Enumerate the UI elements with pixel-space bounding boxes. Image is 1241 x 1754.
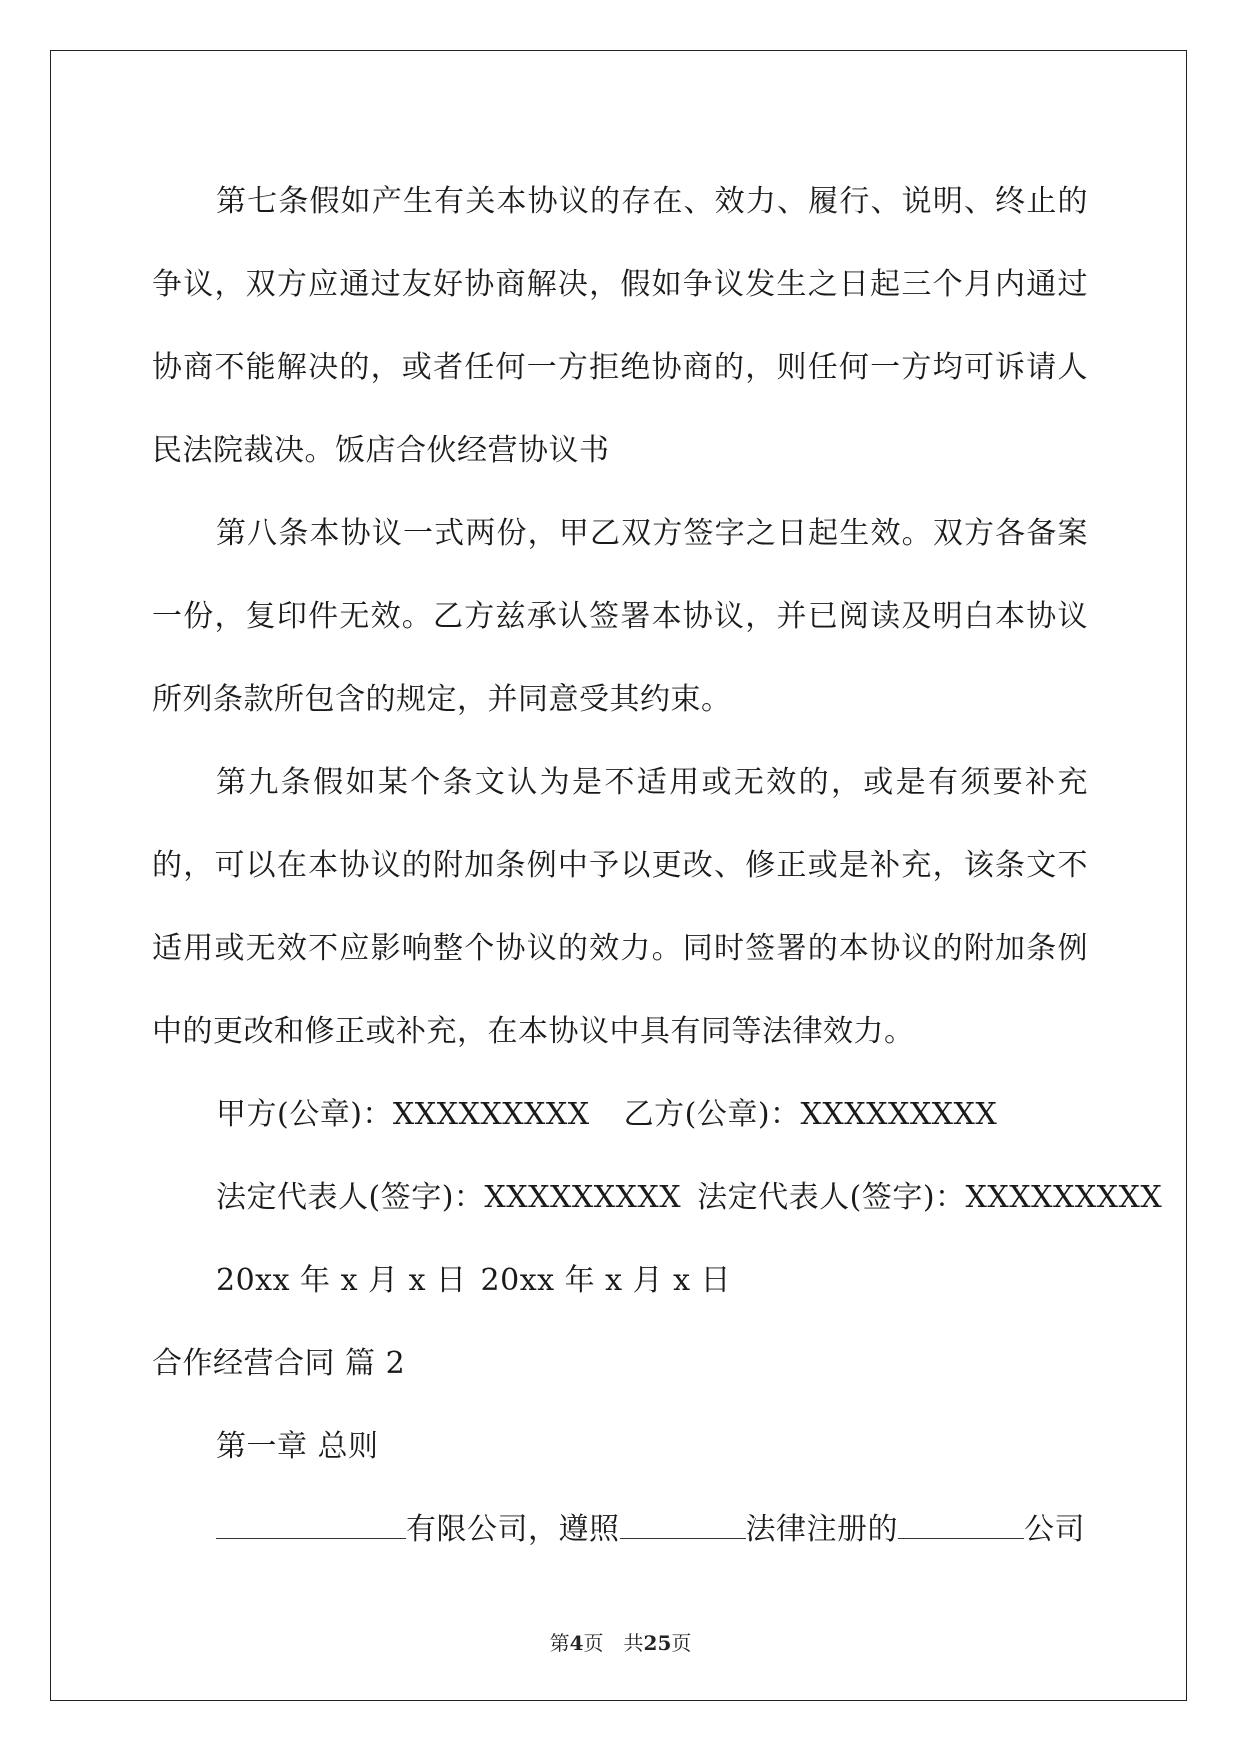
page-footer <box>0 1627 1241 1656</box>
footer-page-prefix: 第 <box>549 1631 570 1655</box>
footer-total-pages: 25 <box>643 1631 672 1655</box>
date-line <box>152 1239 1088 1322</box>
clause-part-2: 法律注册的 <box>745 1512 898 1547</box>
blank-company-type <box>898 1512 1024 1539</box>
blank-company-name <box>216 1512 406 1539</box>
document-body <box>152 160 1163 1571</box>
date-b: 20xx 年 x 月 x 日 <box>480 1263 732 1298</box>
legal-rep-b: 法定代表人(签字)：XXXXXXXXX <box>697 1180 1163 1215</box>
article-8-paragraph: 第八条本协议一式两份，甲乙双方签字之日起生效。双方各备案一份，复印件无效。乙方兹承认签署本协议，并已阅读及明白本协议所列条款所包含的规定，并同意受其约束。 <box>152 516 1088 717</box>
chapter-title: 第一章 总则 <box>216 1429 379 1464</box>
party-a-seal: 甲方(公章)：XXXXXXXXX <box>216 1097 590 1132</box>
date-a: 20xx 年 x 月 x 日 <box>216 1263 467 1298</box>
legal-rep-a: 法定代表人(签字)：XXXXXXXXX <box>216 1180 682 1215</box>
party-b-seal: 乙方(公章)：XXXXXXXXX <box>623 1097 998 1132</box>
article-9-paragraph: 第九条假如某个条文认为是不适用或无效的，或是有须要补充的，可以在本协议的附加条例中予以更改、修正或是补充，该条文不适用或无效不应影响整个协议的效力。同时签署的本协议的附加条例中的更改和修正或补充，在本协议中具有同等法律效力。 <box>152 765 1088 1049</box>
footer-page-number: 4 <box>569 1631 584 1655</box>
section-title: 合作经营合同 篇 2 <box>152 1346 406 1381</box>
seal-line <box>152 1073 1088 1156</box>
footer-page-suffix: 页 <box>671 1631 692 1655</box>
legal-rep-line <box>152 1156 1163 1239</box>
clause-line <box>152 1488 1088 1571</box>
article-7-paragraph: 第七条假如产生有关本协议的存在、效力、履行、说明、终止的争议，双方应通过友好协商解决，假如争议发生之日起三个月内通过协商不能解决的，或者任何一方拒绝协商的，则任何一方均可诉请人民法院裁决。饭店合伙经营协议书 <box>152 184 1088 468</box>
clause-part-1: 有限公司，遵照 <box>406 1512 620 1547</box>
clause-part-3: 公司 <box>1024 1512 1085 1547</box>
footer-page-mid: 页 共 <box>583 1631 644 1655</box>
blank-jurisdiction <box>620 1512 746 1539</box>
